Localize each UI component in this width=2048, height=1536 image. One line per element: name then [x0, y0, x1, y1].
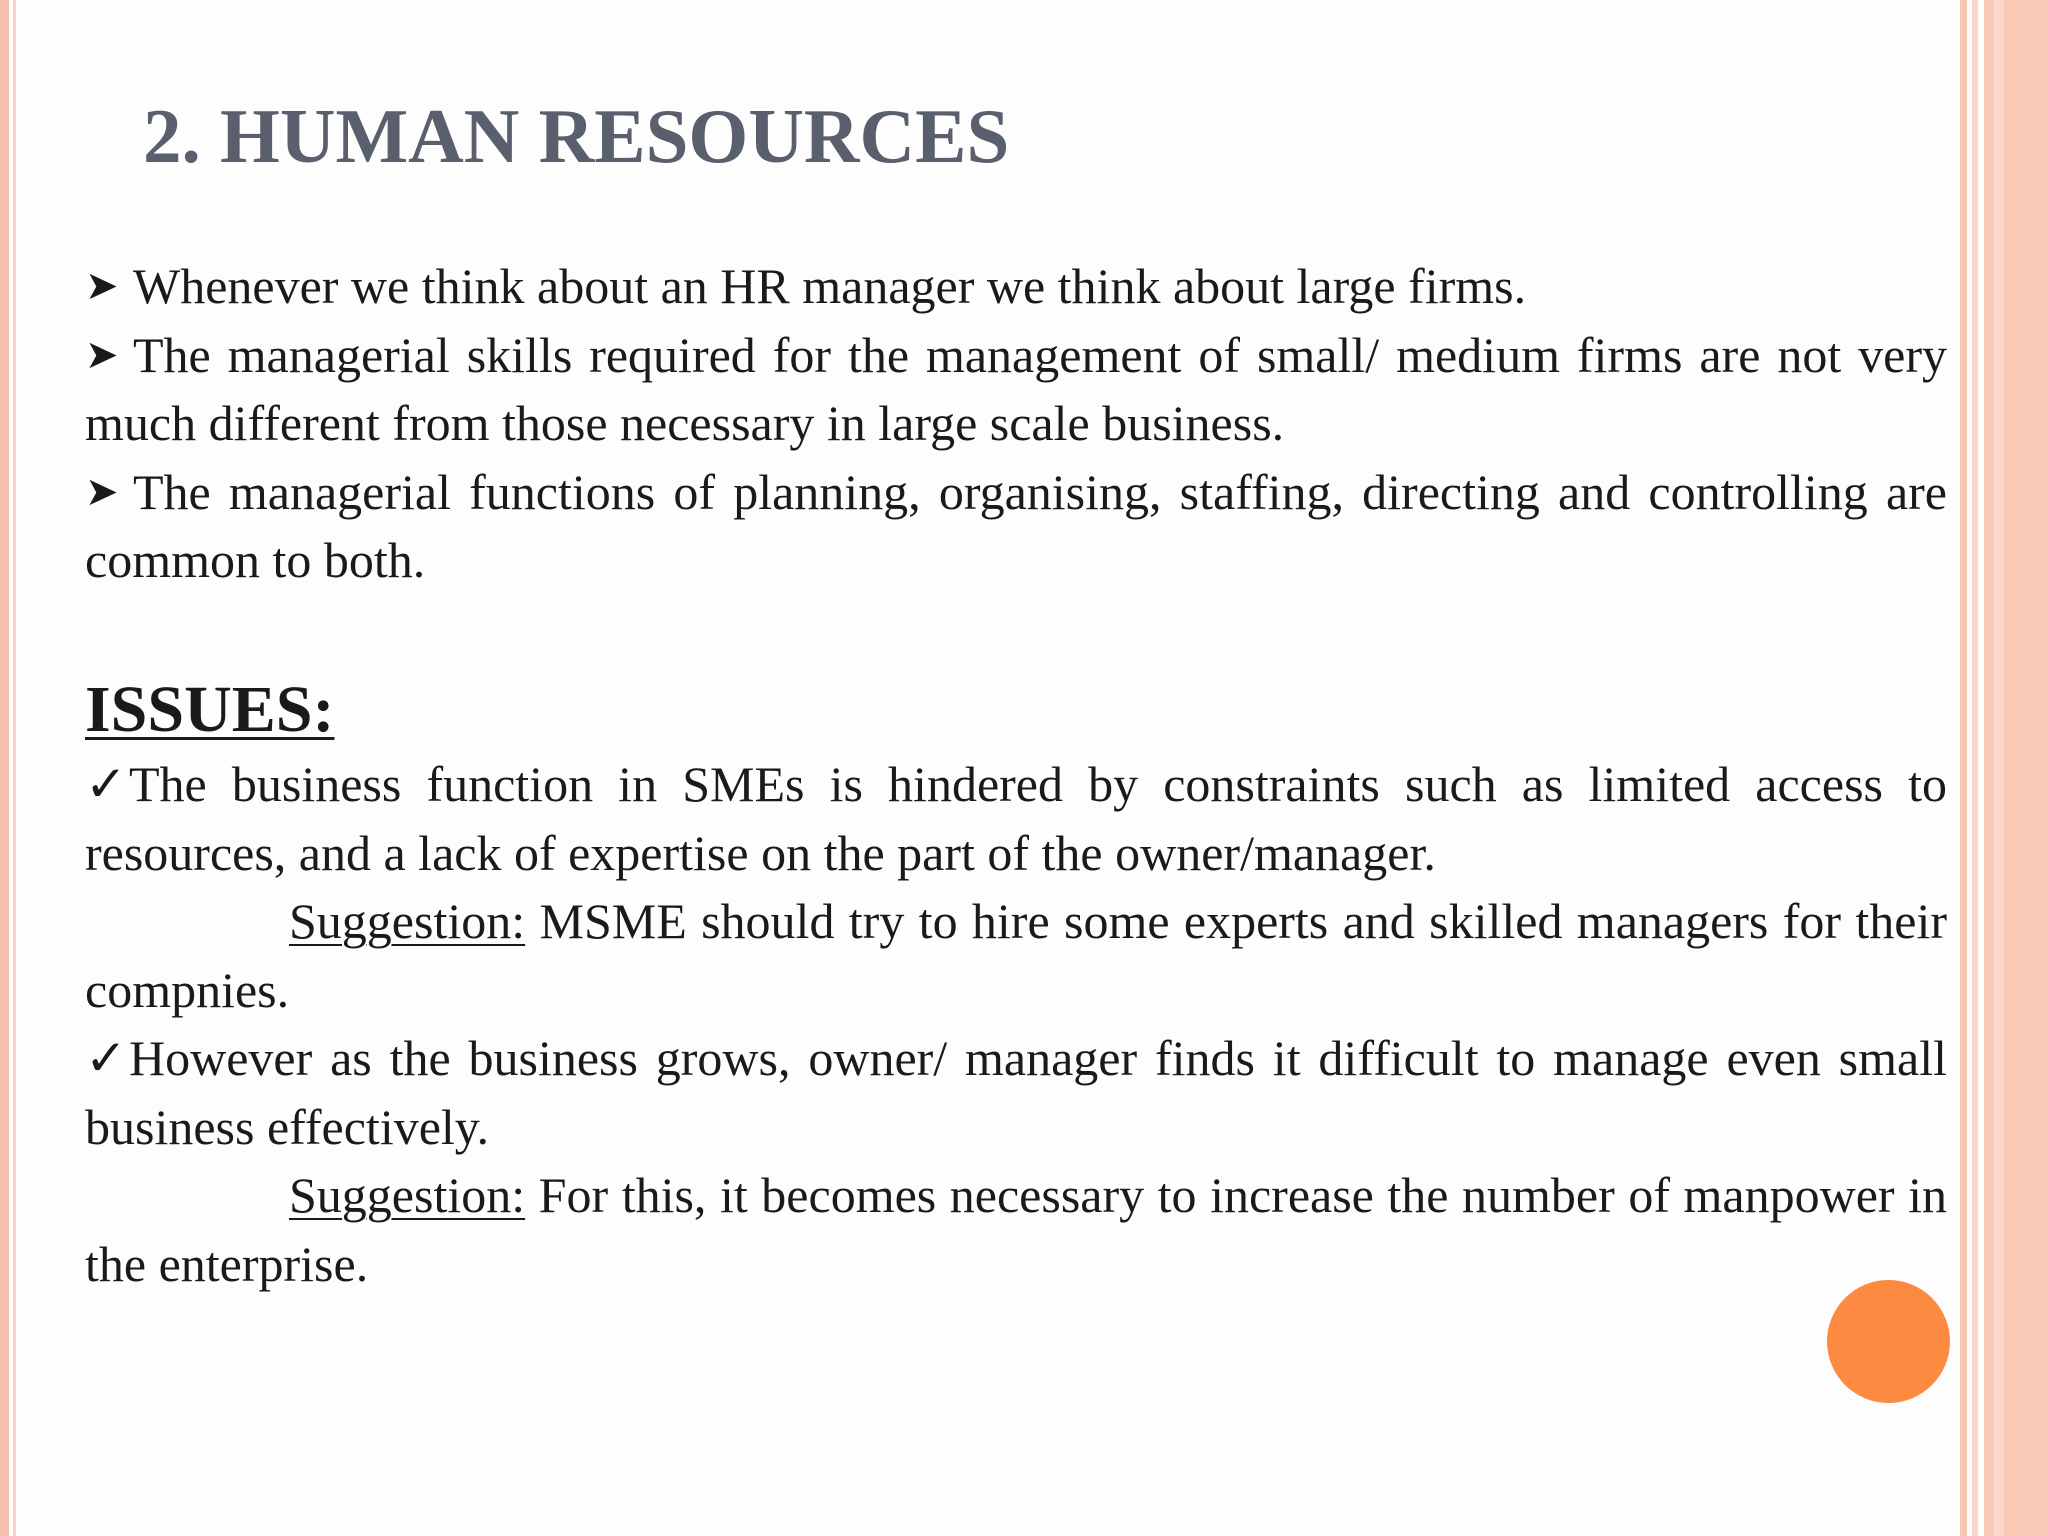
bullet-item — [85, 252, 1947, 321]
issue-text: The business function in SMEs is hindered by constraints such as limited access to resources, and a lack of expertise on the part of the owner/manager. — [85, 756, 1947, 881]
arrow-bullet-icon: ➤ — [85, 263, 119, 308]
checkmark-icon: ✓ — [85, 756, 127, 812]
right-border-stripe-1 — [1960, 0, 1967, 1536]
intro-bullets — [85, 252, 1947, 595]
issue-item — [85, 750, 1947, 887]
issue-item — [85, 1024, 1947, 1161]
bullet-item — [85, 458, 1947, 595]
checkmark-icon: ✓ — [85, 1030, 127, 1086]
suggestion-label: Suggestion: — [289, 1167, 526, 1223]
issue-text: However as the business grows, owner/ manager finds it difficult to manage even small business effectively. — [85, 1030, 1947, 1155]
bullet-item — [85, 321, 1947, 458]
suggestion-text: MSME should try to hire some experts and skilled managers for their compnies. — [85, 893, 1947, 1018]
issues-heading: ISSUES: — [85, 673, 335, 746]
suggestion-text: For this, it becomes necessary to increase the number of manpower in the enterprise. — [85, 1167, 1947, 1292]
orange-circle-decoration — [1827, 1280, 1950, 1403]
left-border-stripe — [0, 0, 9, 1536]
suggestion-item — [85, 1161, 1947, 1298]
arrow-bullet-icon: ➤ — [85, 468, 119, 514]
bullet-text: The managerial skills required for the management of small/ medium firms are not very much different from those necessary in large scale business. — [85, 326, 1947, 451]
suggestion-label: Suggestion: — [289, 893, 526, 949]
right-border-band-highlight — [1994, 0, 2004, 1536]
slide-title: 2. HUMAN RESOURCES — [143, 93, 1010, 179]
left-border-thin-stripe — [13, 0, 16, 1536]
issues-section — [85, 672, 1947, 1298]
arrow-bullet-icon: ➤ — [85, 331, 119, 377]
suggestion-item — [85, 887, 1947, 1024]
bullet-text: Whenever we think about an HR manager we think about large firms. — [133, 258, 1527, 314]
right-border-stripe-2 — [1972, 0, 1978, 1536]
bullet-text: The managerial functions of planning, organising, staffing, directing and controlling are common to both. — [85, 463, 1947, 588]
